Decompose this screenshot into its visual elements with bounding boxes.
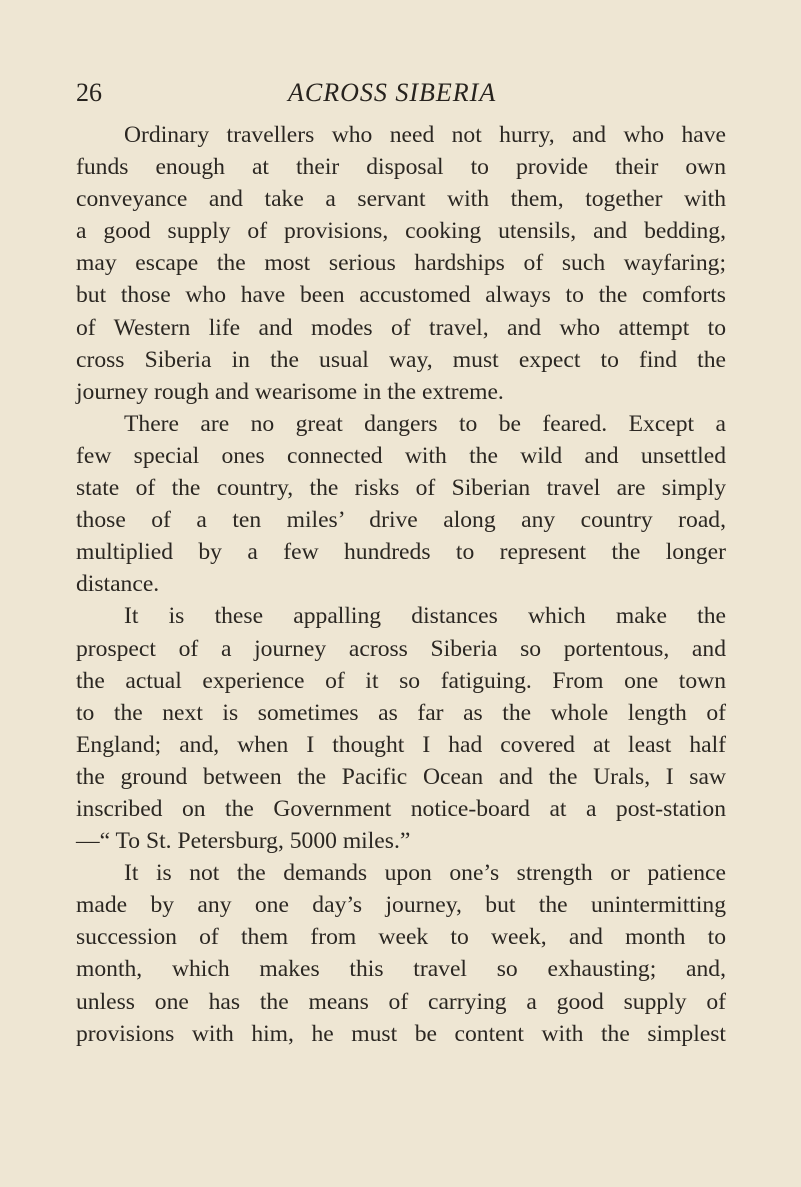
text-line: inscribed on the Government notice-board at a post-station bbox=[76, 795, 726, 822]
text-line: few special ones connected with the wild and unsettled bbox=[76, 442, 726, 469]
text-line: cross Siberia in the usual way, must expect to find the bbox=[76, 346, 726, 373]
text-line: the actual experience of it so fatiguing. From one town bbox=[76, 667, 726, 694]
text-line: —“ To St. Petersburg, 5000 miles.” bbox=[76, 828, 411, 855]
text-line: distance. bbox=[76, 571, 160, 598]
text-line: but those who have been accustomed always to the comforts bbox=[76, 282, 726, 309]
text-line: those of a ten miles’ drive along any country road, bbox=[76, 507, 726, 534]
text-line: may escape the most serious hardships of such wayfaring; bbox=[76, 250, 726, 277]
text-line: to the next is sometimes as far as the whole length of bbox=[76, 699, 726, 726]
text-line: It is not the demands upon one’s strength or patience bbox=[124, 860, 726, 887]
text-line: It is these appalling distances which make the bbox=[124, 603, 726, 630]
text-line: Ordinary travellers who need not hurry, and who have bbox=[124, 122, 726, 148]
text-line: the ground between the Pacific Ocean and the Urals, I saw bbox=[76, 763, 726, 790]
running-title: ACROSS SIBERIA bbox=[288, 78, 497, 107]
text-line: There are no great dangers to be feared. Except a bbox=[124, 410, 726, 437]
text-line: journey rough and wearisome in the extreme. bbox=[76, 378, 504, 405]
text-line: funds enough at their disposal to provide their own bbox=[76, 154, 726, 181]
text-line: conveyance and take a servant with them, together with bbox=[76, 186, 726, 213]
text-line: succession of them from week to week, and month to bbox=[76, 924, 726, 951]
page-number: 26 bbox=[76, 78, 102, 107]
running-head bbox=[76, 78, 726, 108]
text-line: of Western life and modes of travel, and who attempt to bbox=[76, 314, 726, 341]
text-line: provisions with him, he must be content with the simplest bbox=[76, 1020, 726, 1047]
text-line: prospect of a journey across Siberia so portentous, and bbox=[76, 635, 726, 662]
text-line: month, which makes this travel so exhausting; and, bbox=[76, 956, 726, 983]
text-line: multiplied by a few hundreds to represent the longer bbox=[76, 539, 726, 566]
text-line: unless one has the means of carrying a good supply of bbox=[76, 988, 726, 1015]
text-line: a good supply of provisions, cooking utensils, and bedding, bbox=[76, 218, 726, 245]
text-line: England; and, when I thought I had covered at least half bbox=[76, 731, 726, 758]
text-line: state of the country, the risks of Siberian travel are simply bbox=[76, 475, 726, 502]
body-text bbox=[76, 119, 726, 1050]
text-line: made by any one day’s journey, but the unintermitting bbox=[76, 892, 726, 919]
